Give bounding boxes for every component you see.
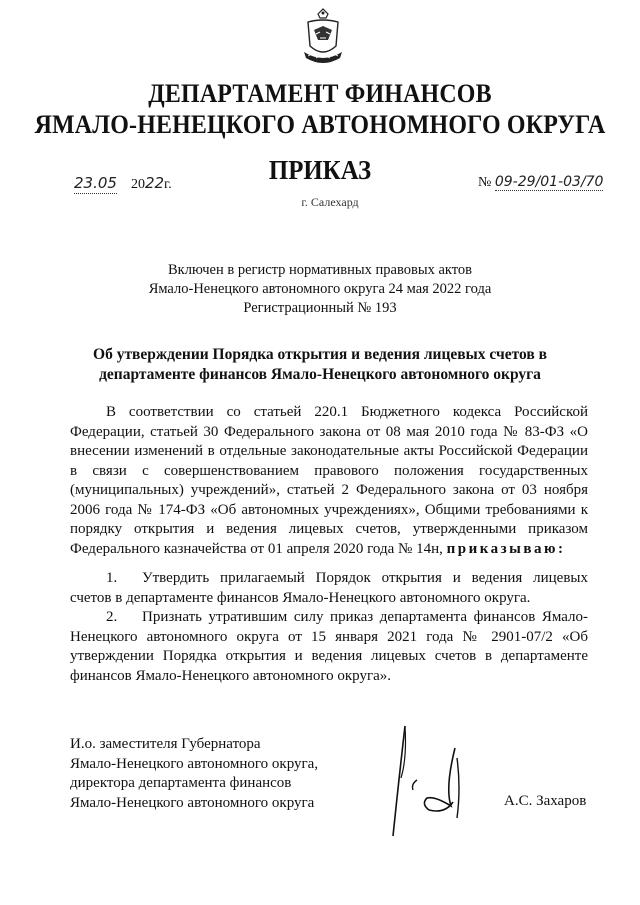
department-title-line1: ДЕПАРТАМЕНТ ФИНАНСОВ [148,79,492,108]
document-city: г. Салехард [301,195,359,209]
number-handwritten: 09-29/01-03/70 [494,174,604,190]
item-number: 1. [106,570,118,586]
order-title-line1: Об утверждении Порядка открытия и ведения лицевых счетов в [93,346,547,363]
item-number: 2. [106,609,118,625]
item-text: Утвердить прилагаемый Порядок открытия и ведения лицевых счетов в департаменте финансов Ямало-Ненецкого автономного округа. [70,570,588,606]
order-word: приказываю [446,540,558,557]
registration-note [0,261,640,318]
order-colon: : [557,540,563,557]
preamble-text: В соответствии со статьей 220.1 Бюджетного кодекса Российской Федерации, статьей 30 Федерального закона от 08 мая 2010 года № 83-ФЗ «О внесении изменений в отдельные законодательные акты Российской Федерации в связи с совершенствованием правового положения государственных (муниципальных) учреждений», статьей 2 Федерального закона от 03 ноября 2006 года № 174-ФЗ «Об автономных учреждениях», Общими требованиями к порядку открытия и ведения лицевых счетов, утвержденными приказом Федерального казначейства от 01 апреля 2020 года № 14н, [70,404,588,557]
signatory-line3: директора департамента финансов [70,775,292,791]
registration-line1: Включен в регистр нормативных правовых актов [168,262,472,278]
date-suffix: г. [164,177,172,192]
department-title-line2: ЯМАЛО-НЕНЕЦКОГО АВТОНОМНОГО ОКРУГА [34,110,606,139]
order-item-2 [70,608,588,686]
date-handwritten: 23.05 [74,174,117,192]
signatory-line1: И.о. заместителя Губернатора [70,736,261,752]
document-date [74,174,172,194]
signatory-line4: Ямало-Ненецкого автономного округа [70,794,315,811]
document-type: ПРИКАЗ [268,155,372,185]
item-text: Признать утратившим силу приказ департамента финансов Ямало-Ненецкого автономного округа от 15 января 2021 года № 2901-07/2 «Об утверждении Порядка открытия и ведения лицевых счетов в департаменте финансов Ямало-Ненецкого автономного округа». [70,609,588,684]
handwritten-signature [365,718,475,848]
preamble-paragraph [70,403,588,559]
registration-line2: Ямало-Ненецкого автономного округа 24 мая 2022 года [148,281,492,297]
signatory-position [70,735,318,813]
signer-name: А.С. Захаров [504,793,587,809]
document-number [478,174,603,191]
order-item-1 [70,569,588,608]
registration-line3: Регистрационный № 193 [243,300,397,316]
number-prefix: № [478,175,492,190]
date-year-prefix: 20 [130,177,145,192]
signatory-line2: Ямало-Ненецкого автономного округа, [70,755,319,772]
coat-of-arms-icon [298,8,348,70]
order-title [60,345,580,385]
date-year-handwritten: 22 [144,174,165,192]
order-items [70,569,588,686]
order-title-line2: департаменте финансов Ямало-Ненецкого автономного округа [99,366,541,383]
